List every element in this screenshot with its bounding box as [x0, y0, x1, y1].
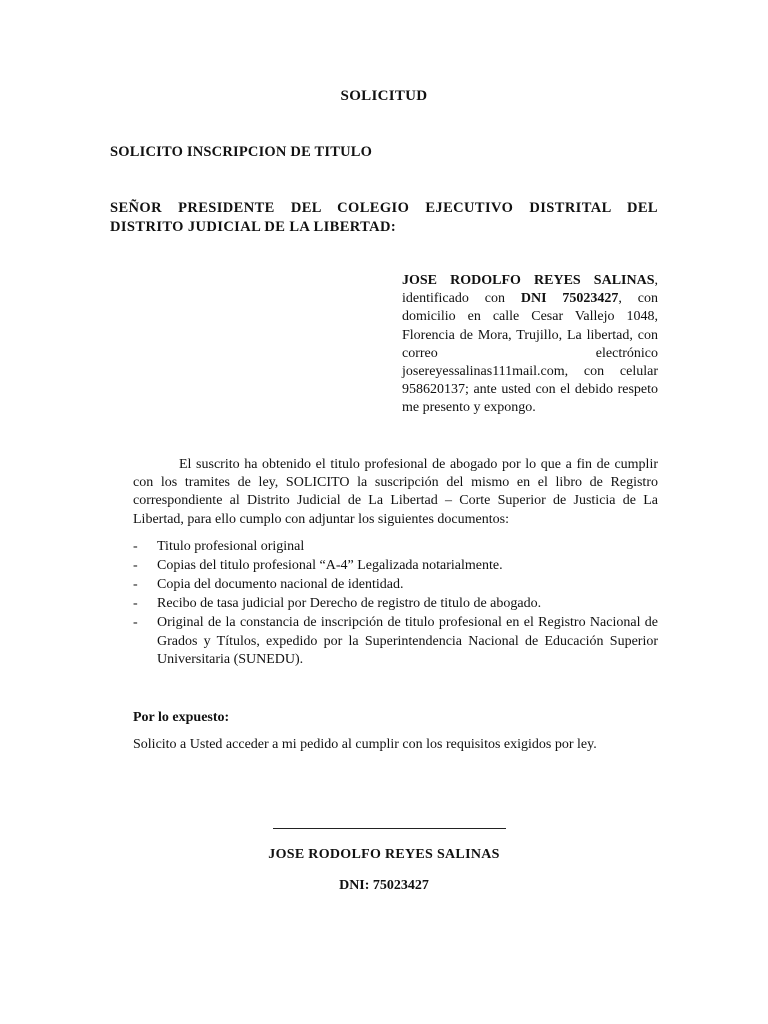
sender-details: , con domicilio en calle Cesar Vallejo 1048, Florencia de Mora, Trujillo, La libertad, con correo electrónico josereyessalinas111mail.com, con celular 958620137; ante usted con el debido respeto me presento y expongo. — [402, 291, 659, 416]
list-item-text: Original de la constancia de inscripción de titulo profesional en el Registro Nacional de Grados y Títulos, expedido por la Superintendencia Nacional de Educación Superior Universitaria (SUNEDU). — [157, 614, 658, 668]
signature-name: JOSE RODOLFO REYES SALINAS — [268, 847, 500, 862]
signature-dni: DNI: 75023427 — [339, 878, 429, 893]
bullet-dash: - — [133, 539, 138, 554]
bullet-dash: - — [133, 614, 138, 630]
list-item-text: Recibo de tasa judicial por Derecho de registro de titulo de abogado. — [157, 595, 542, 611]
document-subject: SOLICITO INSCRIPCION DE TITULO — [110, 144, 373, 160]
body-text: El suscrito ha obtenido el titulo profesional de abogado por lo que a fin de cumplir con los tramites de ley, SOLICITO la suscripción del mismo en el libro de Registro correspondiente al Distrito Judicial de La Libertad – Corte Superior de Justicia de La Libertad, para ello cumplo con adjuntar los siguientes documentos: — [133, 457, 658, 527]
bullet-dash: - — [133, 576, 138, 592]
closing-text: Solicito a Usted acceder a mi pedido al cumplir con los requisitos exigidos por ley. — [133, 737, 597, 752]
sender-dni: DNI 75023427 — [520, 291, 619, 307]
sender-id-text: , identificado con — [402, 273, 658, 307]
addressee: SEÑOR PRESIDENTE DEL COLEGIO EJECUTIVO DISTRITAL DEL DISTRITO JUDICIAL DE LA LIBERTAD: — [110, 200, 658, 235]
list-item — [133, 538, 658, 557]
list-item — [133, 595, 658, 614]
documents-list — [133, 538, 658, 670]
bullet-dash: - — [133, 557, 138, 573]
bullet-dash: - — [133, 595, 138, 611]
list-item-text: Copia del documento nacional de identidad. — [157, 576, 404, 592]
sender-name: JOSE RODOLFO REYES SALINAS — [402, 273, 655, 288]
sender-block — [402, 272, 658, 418]
body-paragraph — [133, 456, 658, 529]
closing-label: Por lo expuesto: — [133, 710, 230, 725]
list-item — [133, 614, 658, 671]
list-item-text: Titulo profesional original — [157, 539, 305, 554]
list-item — [133, 557, 658, 576]
list-item-text: Copias del titulo profesional “A-4” Legalizada notarialmente. — [157, 557, 503, 573]
document-title: SOLICITUD — [340, 88, 428, 104]
list-item — [133, 576, 658, 595]
signature-line — [273, 828, 506, 829]
